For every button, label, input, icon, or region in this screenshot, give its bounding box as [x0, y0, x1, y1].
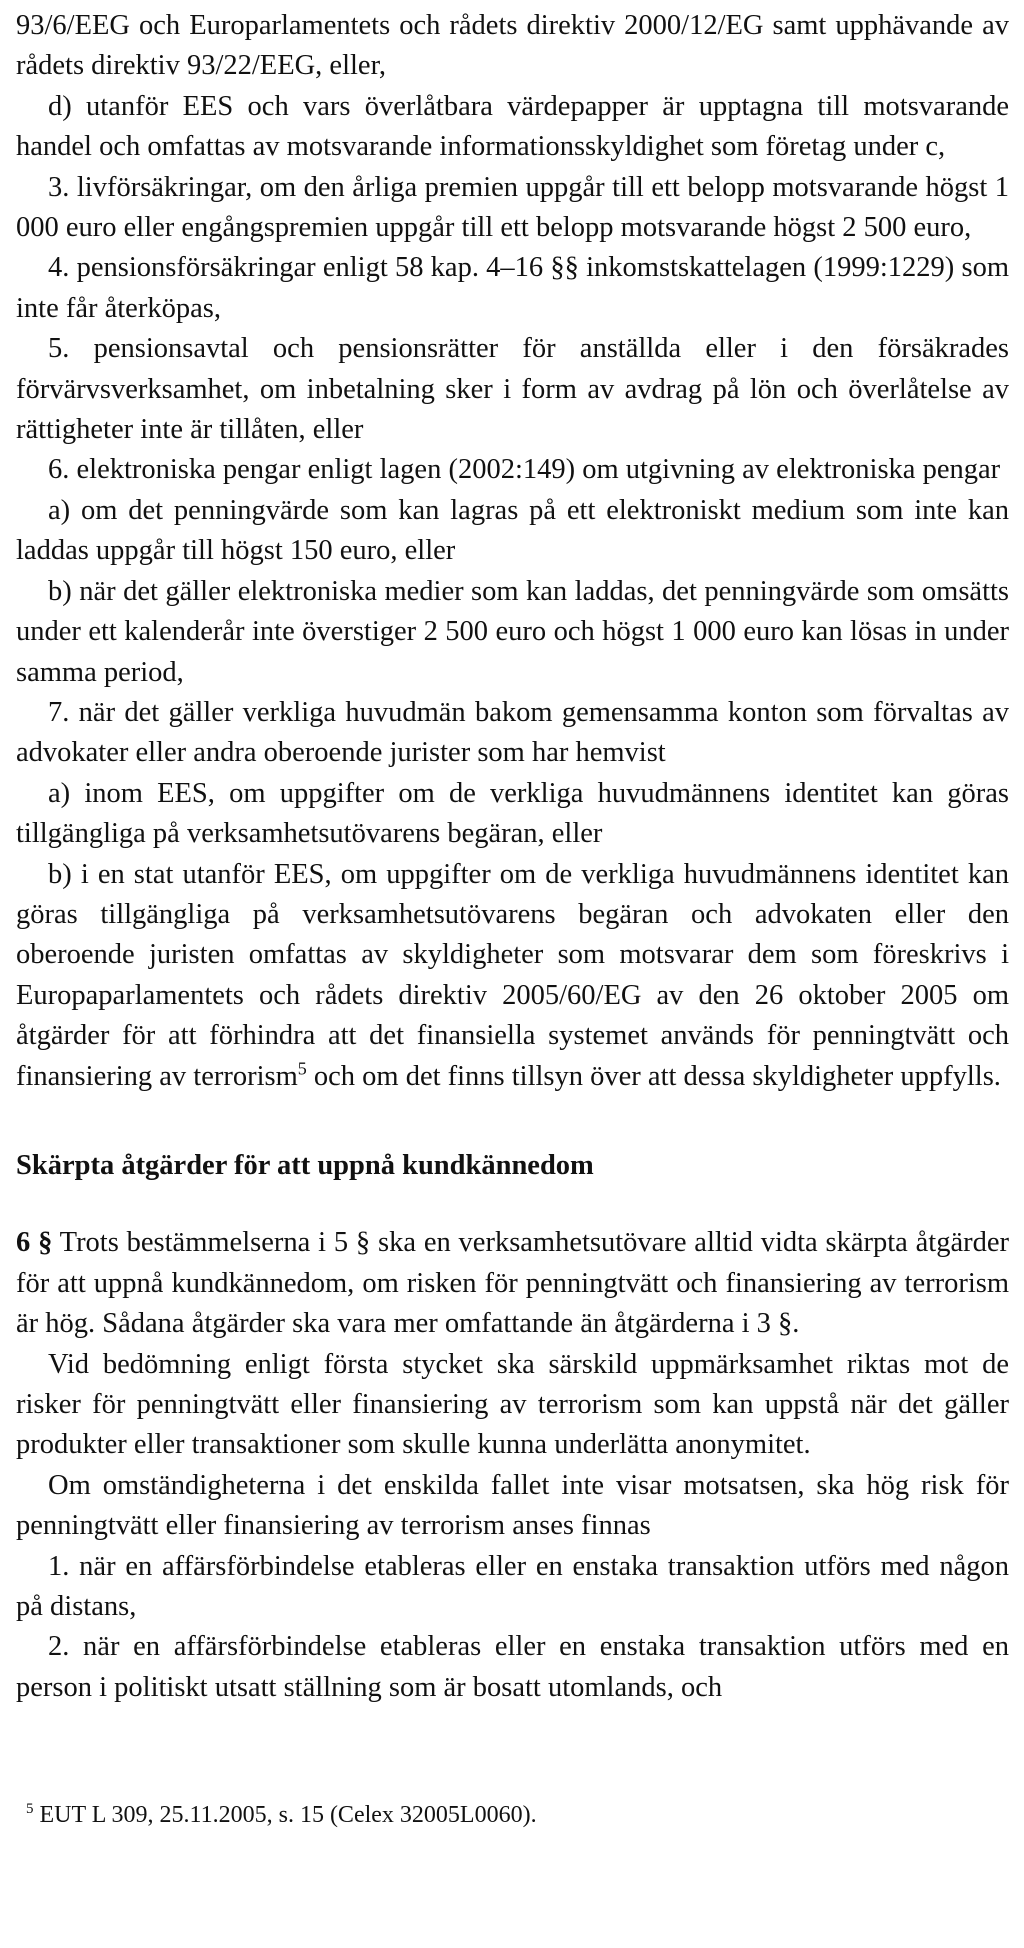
paragraph: Om omständigheterna i det enskilda fallet inte visar motsatsen, ska hög risk för penningtvätt eller finansiering av terrorism anses finnas	[16, 1469, 1009, 1542]
paragraph: 93/6/EEG och Europarlamentets och rådets direktiv 2000/12/EG samt upphävande av rådets direktiv 93/22/EEG, eller,	[16, 10, 1009, 82]
spacer	[16, 1186, 1009, 1223]
list-item-7b	[16, 855, 1009, 1097]
section-6-text: Trots bestämmelserna i 5 § ska en verksamhetsutövare alltid vidta skärpta åtgärder för att uppnå kundkännedom, om risken för penningtvätt och finansiering av terrorism är hög. Sådana åtgärder ska vara mer omfattande än åtgärderna i 3 §.	[16, 1227, 1010, 1340]
list-item-7a: a) inom EES, om uppgifter om de verkliga huvudmännens identitet kan göras tillgängliga på verksamhetsutövarens begäran, eller	[16, 777, 1009, 850]
list-item-4: 4. pensionsförsäkringar enligt 58 kap. 4–16 §§ inkomstskattelagen (1999:1229) som inte får återköpas,	[16, 252, 1009, 324]
list-item-6b: b) när det gäller elektroniska medier som kan laddas, det penningvärde som omsätts under ett kalenderår inte överstiger 2 500 euro och högst 1 000 euro kan lösas in under samma period,	[16, 575, 1009, 688]
section-heading: Skärpta åtgärder för att uppnå kundkännedom	[16, 1149, 594, 1181]
footnote-text: EUT L 309, 25.11.2005, s. 15 (Celex 32005L0060).	[33, 1802, 537, 1829]
footnote-marker: 5	[26, 1801, 34, 1818]
list-item-6: 6. elektroniska pengar enligt lagen (2002:149) om utgivning av elektroniska pengar	[48, 454, 1001, 486]
list-item-6a: a) om det penningvärde som kan lagras på ett elektroniskt medium som inte kan laddas uppgår till högst 150 euro, eller	[16, 494, 1009, 567]
list-item-7: 7. när det gäller verkliga huvudmän bakom gemensamma konton som förvaltas av advokater eller andra oberoende jurister som har hemvist	[16, 696, 1009, 769]
list-item-5: 5. pensionsavtal och pensionsrätter för anställda eller i den försäkrades förvärvsverksamhet, om inbetalning sker i form av avdrag på lön och överlåtelse av rättigheter inte är tillåten, eller	[16, 333, 1009, 446]
footnote-reference: 5	[297, 1058, 307, 1079]
document-page	[16, 6, 1009, 1831]
section-6-paragraph	[16, 1223, 1009, 1344]
spacer	[16, 1097, 1009, 1146]
spacer	[16, 1708, 1009, 1799]
list-item-d: d) utanför EES och vars överlåtbara värdepapper är upptagna till motsvarande handel och omfattas av motsvarande informationsskyldighet som företag under c,	[16, 90, 1009, 163]
section-number: 6 §	[16, 1227, 53, 1259]
list-item-2: 2. när en affärsförbindelse etableras eller en enstaka transaktion utförs med en person i politiskt utsatt ställning som är bosatt utomlands, och	[16, 1631, 1009, 1703]
paragraph: Vid bedömning enligt första stycket ska särskild uppmärksamhet riktas mot de risker för penningtvätt eller finansiering av terrorism som kan uppstå när det gäller produkter eller transaktioner som skulle kunna underlätta anonymitet.	[16, 1348, 1009, 1461]
list-item-7b-text: b) i en stat utanför EES, om uppgifter om de verkliga huvudmännens identitet kan göras tillgängliga på verksamhetsutövarens begäran och advokaten eller den oberoende juristen omfattas av skyldigheter som motsvarar dem som föreskrivs i Europaparlamentets och rådets direktiv 2005/60/EG av den 26 oktober 2005 om åtgärder för att förhindra att det finansiella systemet används för penningtvätt och finansiering av terrorism	[16, 858, 1009, 1092]
list-item-7b-tail: och om det finns tillsyn över att dessa skyldigheter uppfylls.	[306, 1060, 1001, 1092]
footnote	[16, 1799, 1009, 1831]
list-item-3: 3. livförsäkringar, om den årliga premien uppgår till ett belopp motsvarande högst 1 000 euro eller engångspremien uppgår till ett belopp motsvarande högst 2 500 euro,	[16, 171, 1009, 244]
list-item-1: 1. när en affärsförbindelse etableras eller en enstaka transaktion utförs med någon på distans,	[16, 1550, 1009, 1623]
